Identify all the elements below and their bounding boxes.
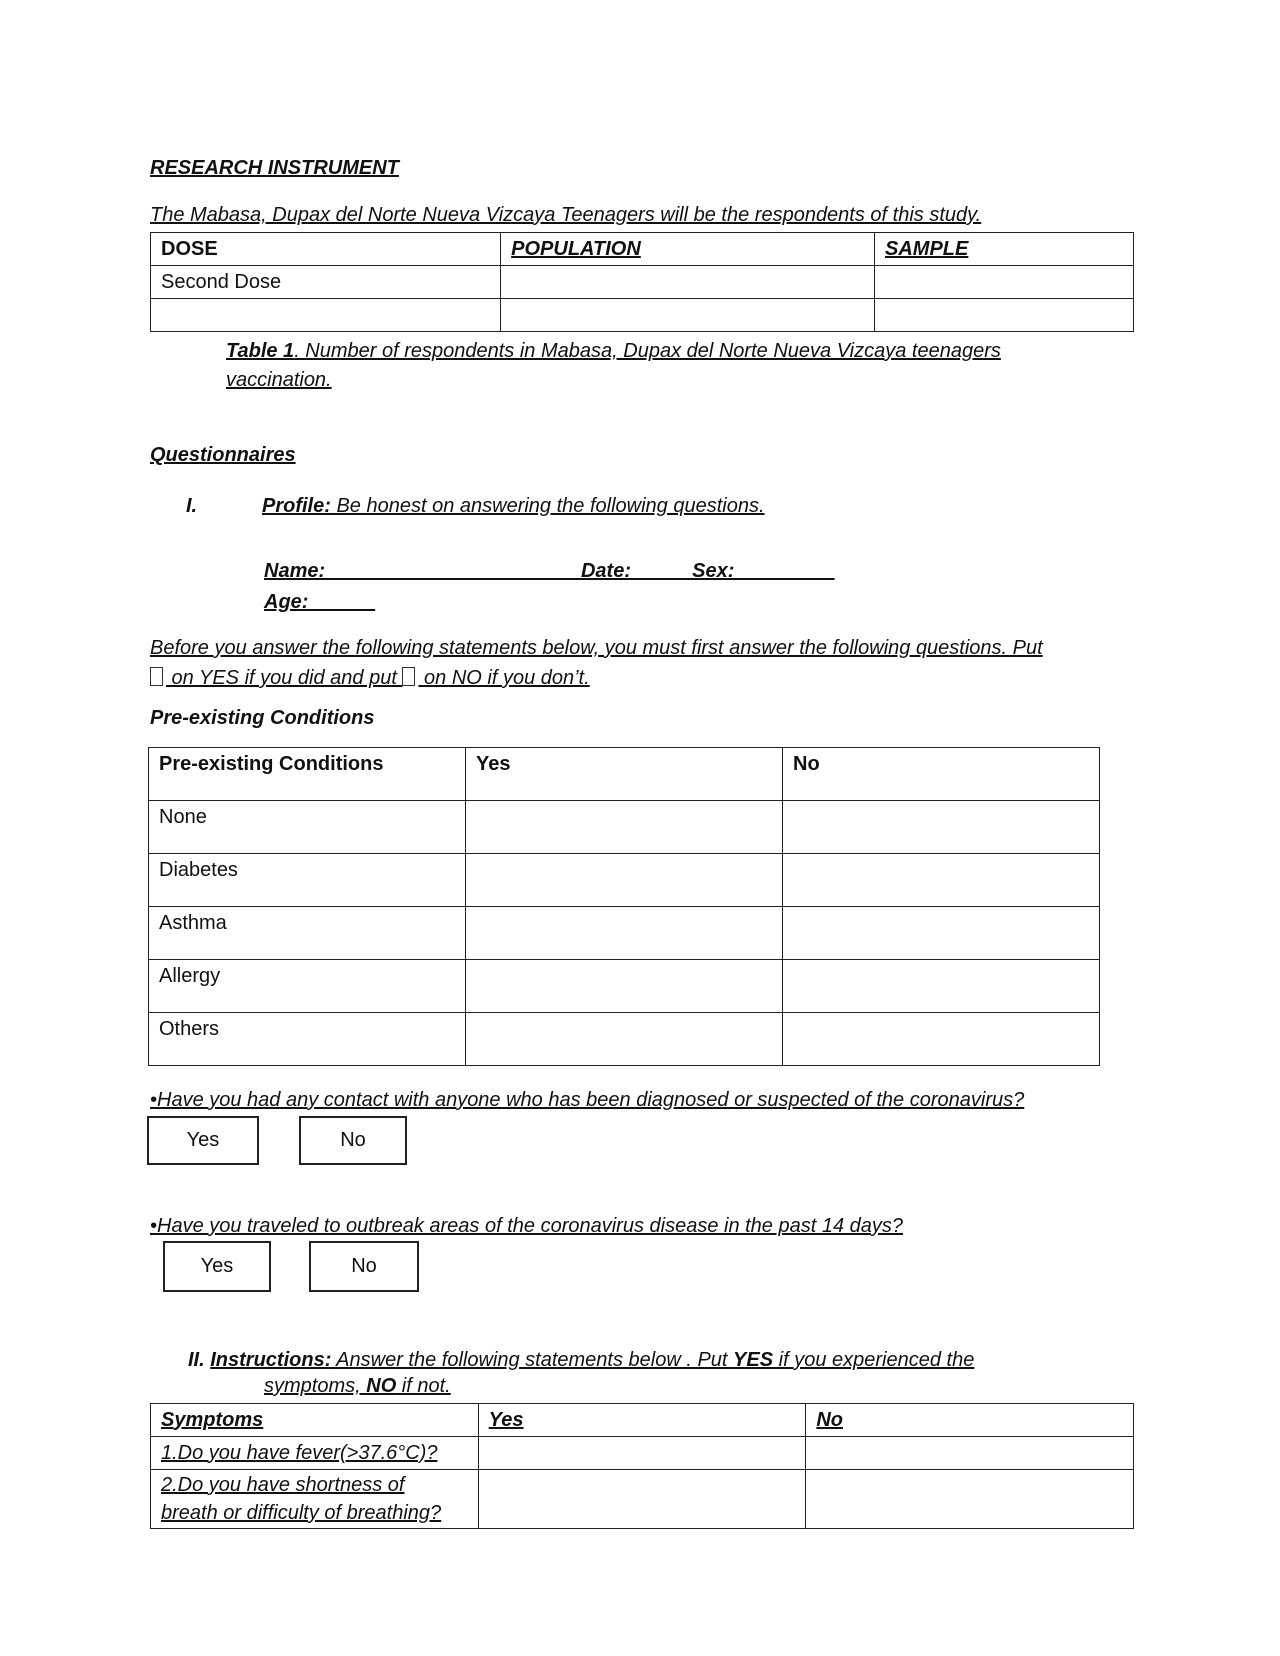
cell-sample	[875, 266, 1134, 299]
header-no: No	[806, 1404, 1134, 1437]
section-numeral-2: II.	[188, 1349, 205, 1371]
no-cell[interactable]	[783, 1013, 1100, 1066]
section-numeral-1: I.	[186, 495, 198, 517]
table-row	[149, 907, 1100, 960]
date-field[interactable]: Date:_____	[580, 560, 687, 582]
table-row	[149, 854, 1100, 907]
profile-fields	[264, 556, 835, 618]
cell-population	[501, 299, 875, 332]
no-cell[interactable]	[783, 854, 1100, 907]
checkmark-instructions	[150, 633, 1110, 693]
table-row	[151, 299, 1134, 332]
sex-field[interactable]: Sex:_________	[686, 560, 835, 582]
travel-yes-label: Yes	[200, 1255, 234, 1277]
symptom-fever: 1.Do you have fever(>37.6°C)?	[151, 1437, 479, 1470]
instructions-text-b: if you experienced the	[773, 1349, 975, 1371]
yes-cell[interactable]	[478, 1437, 806, 1470]
instructions-text-a: Answer the following statements below . Put	[331, 1349, 734, 1371]
checkmark-icon	[150, 667, 163, 686]
yes-word: YES	[733, 1349, 774, 1371]
travel-yes-box[interactable]	[163, 1241, 271, 1292]
table-row	[151, 1470, 1134, 1529]
age-field[interactable]: Age:______	[264, 591, 376, 613]
instructions-text-c: symptoms,	[264, 1375, 367, 1397]
symptoms-table	[150, 1403, 1134, 1529]
condition-label: Others	[149, 1013, 466, 1066]
yes-cell[interactable]	[466, 801, 783, 854]
cell-dose	[151, 299, 501, 332]
no-cell[interactable]	[806, 1437, 1134, 1470]
table-header-row	[149, 748, 1100, 801]
yes-cell[interactable]	[466, 960, 783, 1013]
yes-cell[interactable]	[466, 854, 783, 907]
caption-label: Table 1	[226, 340, 295, 362]
condition-label: Asthma	[149, 907, 466, 960]
contact-question: •Have you had any contact with anyone who has been diagnosed or suspected of the coronavirus?	[150, 1089, 1025, 1111]
pre-existing-table	[148, 747, 1100, 1066]
condition-label: Allergy	[149, 960, 466, 1013]
no-cell[interactable]	[806, 1470, 1134, 1529]
header-no: No	[783, 748, 1100, 801]
instructions-label: Instructions:	[210, 1349, 332, 1371]
table-caption	[226, 337, 1066, 395]
profile-text: Be honest on answering the following questions.	[330, 495, 765, 517]
contact-yes-label: Yes	[186, 1129, 220, 1151]
no-word: NO	[366, 1375, 397, 1397]
symptom-breathing	[151, 1470, 479, 1529]
header-yes: Yes	[466, 748, 783, 801]
checkmark-icon	[402, 667, 415, 686]
before-text-2: on YES if you did and put	[166, 667, 403, 689]
cell-sample	[875, 299, 1134, 332]
section2-instruction-cont	[264, 1375, 451, 1398]
contact-yes-box[interactable]	[147, 1116, 259, 1165]
no-cell[interactable]	[783, 960, 1100, 1013]
document-title: RESEARCH INSTRUMENT	[150, 157, 399, 179]
no-cell[interactable]	[783, 907, 1100, 960]
travel-no-label: No	[351, 1255, 377, 1277]
yes-cell[interactable]	[478, 1470, 806, 1529]
header-condition: Pre-existing Conditions	[149, 748, 466, 801]
yes-cell[interactable]	[466, 1013, 783, 1066]
header-yes: Yes	[478, 1404, 806, 1437]
no-cell[interactable]	[783, 801, 1100, 854]
contact-no-label: No	[340, 1129, 366, 1151]
travel-question: •Have you traveled to outbreak areas of the coronavirus disease in the past 14 days?	[150, 1215, 904, 1237]
cell-dose: Second Dose	[151, 266, 501, 299]
instructions-text-d: if not.	[396, 1375, 451, 1397]
profile-label: Profile:	[262, 495, 331, 517]
header-population: POPULATION	[501, 233, 875, 266]
profile-instruction	[262, 495, 765, 518]
before-text-3: on NO if you don’t.	[418, 667, 590, 689]
table-header-row	[151, 1404, 1134, 1437]
header-symptoms: Symptoms	[151, 1404, 479, 1437]
condition-label: None	[149, 801, 466, 854]
symptom-breathing-line2: breath or difficulty of breathing?	[161, 1502, 442, 1524]
symptom-breathing-line1: 2.Do you have shortness of	[161, 1474, 405, 1496]
table-row	[149, 1013, 1100, 1066]
cell-population	[501, 266, 875, 299]
dose-table	[150, 232, 1134, 332]
pre-existing-heading: Pre-existing Conditions	[150, 707, 375, 729]
contact-no-box[interactable]	[299, 1116, 407, 1165]
table-row	[149, 801, 1100, 854]
travel-no-box[interactable]	[309, 1241, 419, 1292]
condition-label: Diabetes	[149, 854, 466, 907]
yes-cell[interactable]	[466, 907, 783, 960]
caption-text: . Number of respondents in Mabasa, Dupax del Norte Nueva Vizcaya teenagers vaccination.	[226, 340, 1001, 391]
questionnaires-heading: Questionnaires	[150, 444, 296, 466]
intro-text: The Mabasa, Dupax del Norte Nueva Vizcaya Teenagers will be the respondents of this study.	[150, 204, 982, 226]
before-text-1: Before you answer the following statements below, you must first answer the following questions. Put	[150, 637, 1043, 659]
table-row	[149, 960, 1100, 1013]
name-field[interactable]: Name:_______________________	[264, 560, 581, 582]
section2-instruction	[188, 1345, 974, 1375]
header-dose: DOSE	[151, 233, 501, 266]
table-header-row	[151, 233, 1134, 266]
header-sample: SAMPLE	[875, 233, 1134, 266]
table-row	[151, 1437, 1134, 1470]
table-row	[151, 266, 1134, 299]
